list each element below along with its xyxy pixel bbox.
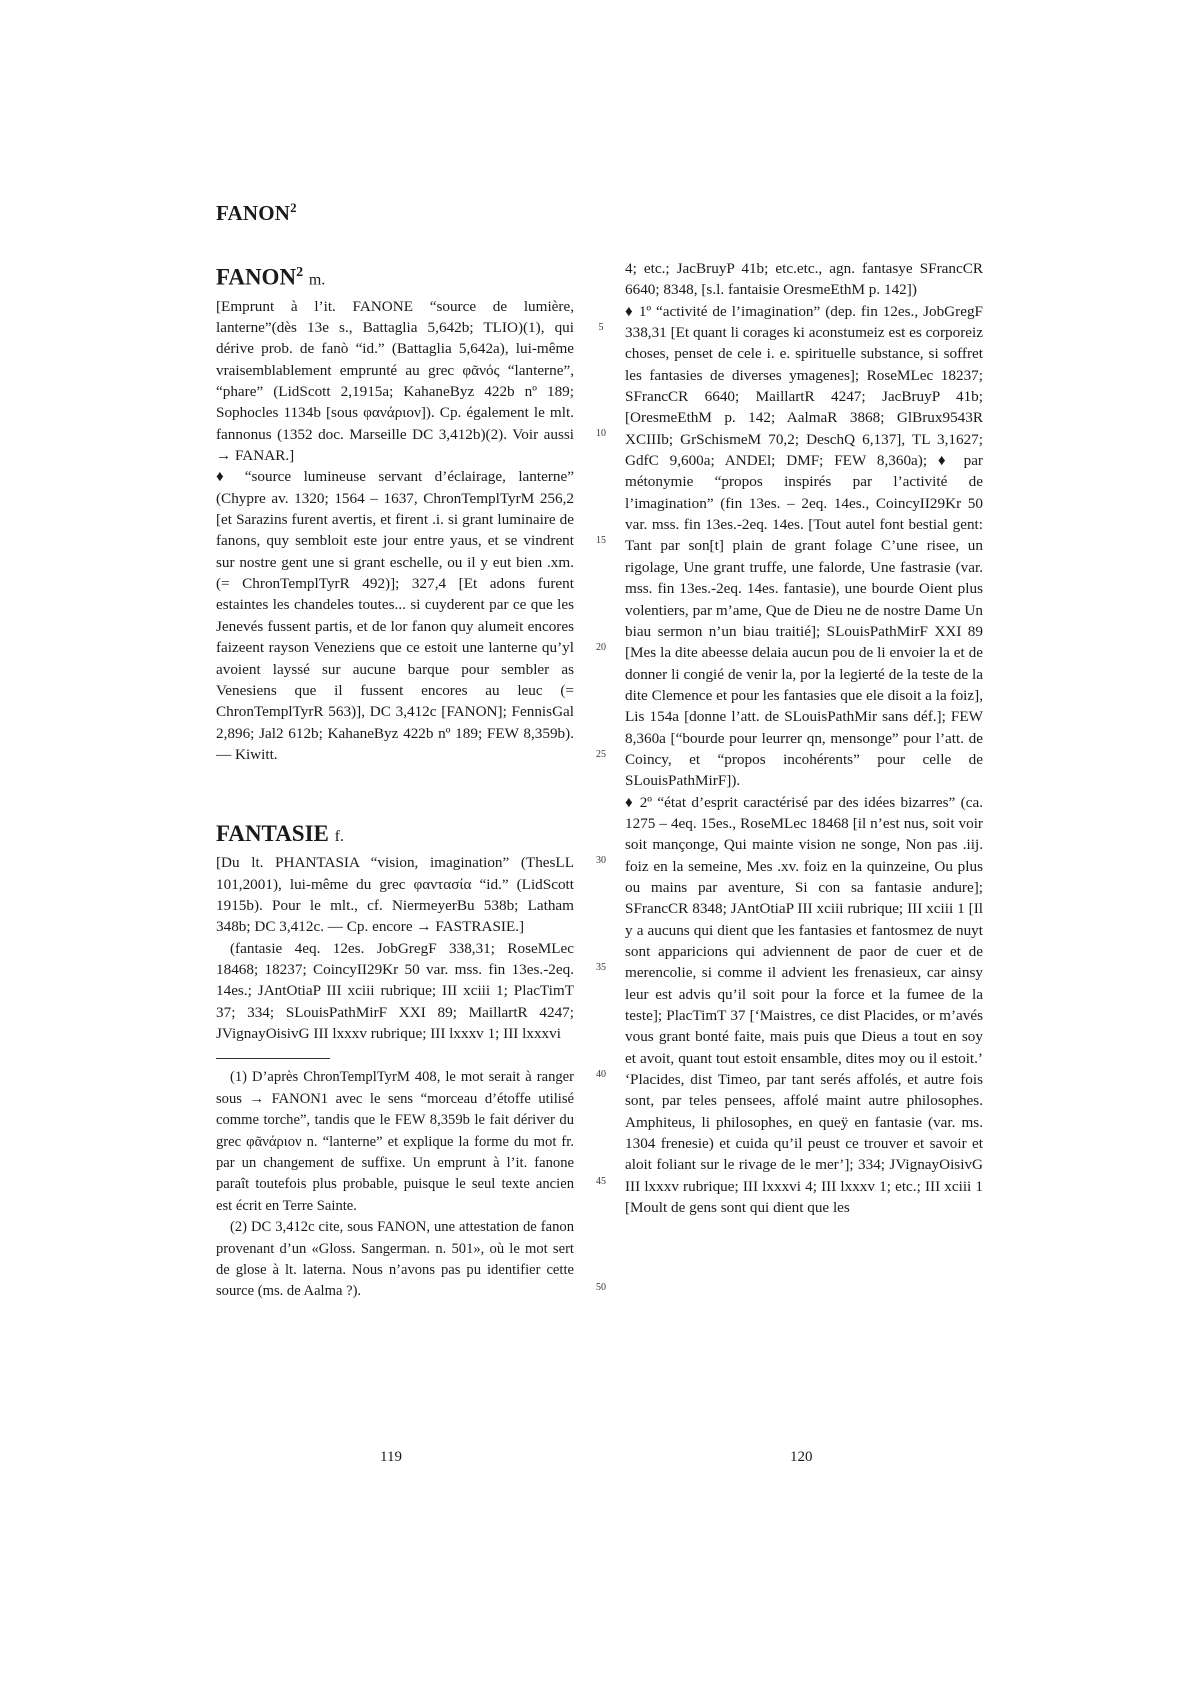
- footnote-2: (2) DC 3,412c cite, sous FANON, une attestation de fanon provenant d’un «Gloss. Sangerman. n. 501», où le mot sert de glose à lt. laterna. Nous n’avons pas pu identifier cette source (ms. de Aalma ?).: [216, 1219, 574, 1300]
- line-number: 50: [596, 1282, 606, 1293]
- page-number-left: 119: [380, 1449, 402, 1465]
- line-number: 5: [598, 322, 604, 333]
- footnote-rule: [216, 1058, 330, 1059]
- line-number: 20: [596, 642, 606, 653]
- page-number-right: 120: [790, 1449, 813, 1465]
- line-number: 35: [596, 962, 606, 973]
- running-head: FANON$^2$: [216, 200, 297, 225]
- line-number: 25: [596, 749, 606, 760]
- entry-fanon-etymology: [Emprunt à l’it. FANONE “source de lumière, lanterne”(dès 13e s., Battaglia 5,642b; TLIO)(1), qui dérive prob. de fanò “id.” (Battaglia 5,642a), lui-même vraisemblablement emprunté au grec φᾶνός “lanterne”, “phare” (LidScott 2,1915a; KahaneByz 422b nº 189; Sophocles 1134b [sous φανάριον]). Cp. également le mlt. fannonus (1352 doc. Marseille DC 3,412b)(2). Voir aussi → FANAR.]: [216, 297, 574, 465]
- entry-fantasie-headword: FANTASIE f.: [216, 821, 344, 847]
- line-number: 10: [596, 428, 606, 439]
- entry-fantasie-etymology: [Du lt. PHANTASIA “vision, imagination” (ThesLL 101,2001), lui-même du grec φαντασία “id.” (LidScott 1915b). Pour le mlt., cf. NiermeyerBu 538b; Latham 348b; DC 3,412c. — Cp. encore → FASTRASIE.]: [216, 854, 574, 936]
- footnote-1: (1) D’après ChronTemplTyrM 408, le mot serait à ranger sous → FANON1 avec le sens “morceau d’étoffe utilisé comme torche”, tandis que le FEW 8,359b le fait dériver du grec φᾶνάριον n. “lanterne” et explique la forme du mot fr. par un changement de suffixe. Un emprunt à l’it. fanone paraît toutefois plus probable, puisque le seul texte ancien est écrit en Terre Sainte.: [216, 1069, 574, 1214]
- entry-fantasie-sense-1: ♦ 1º “activité de l’imagination” (dep. fin 12es., JobGregF 338,31 [Et quant li corages ki aconstumeiz est es corporeiz choses, penset de cele i. e. spirituelle substance, si soffret les fantasies de diverses ymagenes]; RoseMLec 18237; SFrancCR 6640; MaillartR 4247; JacBruyP 41b; [OresmeEthM p. 142; AalmaR 3868; GlBrux9543R XCIIIb; GrSchismeM 70,2; DeschQ 6,137], TL 3,1627; GdfC 9,600a; ANDEl; DMF; FEW 8,360a); ♦ par métonymie “propos inspirés par l’activité de l’imagination” (fin 13es. – 2eq. 14es., CoincyII29Kr 50 var. mss. fin 13es.-2eq. 14es. [Tout autel font bestial gent: Tant par son[t] plain de grant folage C’une risee, un rigolage, Une grant truffe, une falorde, Une fastrasie (var. mss. fin 13es.-2eq. 14es. fantasie), une bourde Oient plus volentiers, par m’ame, Que de Dieu ne de nostre Dame Un biau sermon n’un biau traitié]; SLouisPathMirF XXI 89 [Mes la dite abeesse delaia aucun pou de li envoier la et de donner li congié de venir la, por la legierté de la teste de la dite Clemence et pour les fantasies que ele disoit a la foiz], Lis 154a [donne l’att. de SLouisPathMir sans déf.]; FEW 8,360a [“bourde pour leurrer qn, mensonge” pour l’att. de Coincy, et “propos incohérents” pour celle de SLouisPathMirF]).: [625, 302, 983, 790]
- right-column: [625, 258, 983, 1218]
- entry-fantasie-forms-continued: 4; etc.; JacBruyP 41b; etc.etc., agn. fantasye SFrancCR 6640; 8348, [s.l. fantaisie OresmeEthM p. 142]): [625, 260, 983, 299]
- line-number: 40: [596, 1069, 606, 1080]
- entry-fantasie-sense-2: ♦ 2º “état d’esprit caractérisé par des idées bizarres” (ca. 1275 – 4eq. 15es., RoseMLec 18468 [il n’est nus, soit voir soit mançonge, Qui mainte vision ne songe, Non pas .iij. foiz en la semeine, Mes .xv. foiz en la quinzeine, Ou plus ou mains par aventure, Si con sa fantasie andure]; SFrancCR 8348; JAntOtiaP III xciii rubrique; III xciii 1 [Il y a aucuns qui dient que les fantasies et fantosmez de nuyt sont apparicions qui adviennent de paor de cuer et de merencolie, si comme il advient les frenasieux, car ainsy leur est advis qu’il soit pour la force et la fumee de la teste]; PlacTimT 37 [‘Maistres, ce dist Placides, or m’avés vous grant bonté faite, mais puis que Dieus a tout en soy et avoit, quant tout estoit ensamble, dites moy ou il estoit.’ ‘Placides, dist Timeo, par tant serés affolés, et autre fois sont, par teles pensees, affolé maint autre philosophes. Amphiteus, li philosophes, en queÿ en fantasie (var. ms. 1304 frenesie) et cuida qu’il peust ce trouver et savoir et aloit foliant sur le rivage de le mer’]; 334; JVignayOisivG III lxxxv rubrique; III lxxxvi 4; III lxxxv 1; etc.; III xciii 1 [Moult de gens sont qui dient que les: [625, 793, 983, 1217]
- entry-fanon-headword: FANON$^2$ m.: [216, 264, 326, 290]
- line-number: 30: [596, 855, 606, 866]
- entry-fantasie-forms: (fantasie 4eq. 12es. JobGregF 338,31; RoseMLec 18468; 18237; CoincyII29Kr 50 var. mss. fin 13es.-2eq. 14es.; JAntOtiaP III xciii rubrique; III xciii 1; PlacTimT 37; 334; SLouisPathMirF XXI 89; MaillartR 4247; JVignayOisivG III lxxxv rubrique; III lxxxv 1; III lxxxvi: [216, 939, 574, 1042]
- left-column: [216, 258, 574, 1303]
- line-number: 15: [596, 535, 606, 546]
- line-number: 45: [596, 1176, 606, 1187]
- entry-fanon-sense: ♦ “source lumineuse servant d’éclairage, lanterne” (Chypre av. 1320; 1564 – 1637, ChronTemplTyrM 256,2 [et Sarazins furent avertis, et firent .i. si grant luminaire de fanons, quy sembloit este jour entre yaus, et se vindrent sur nostre gent une si grant eschelle, ou il y eut bien .xm. (= ChronTemplTyrR 492)]; 327,4 [Et adons furent estaintes les chandeles toutes... si cuyderent par ce que les Jenevés fussent partis, et de lor fanon quy alumeit encores faizeent rayson Veneziens que ce estoit une lanterne qu’yl avoient layssé sur aucune barque pour sembler as Venesiens que il fussent encores au leuc (= ChronTemplTyrR 563)], DC 3,412c [FANON]; FennisGal 2,896; Jal2 612b; KahaneByz 422b nº 189; FEW 8,359b). — Kiwitt.: [216, 468, 574, 763]
